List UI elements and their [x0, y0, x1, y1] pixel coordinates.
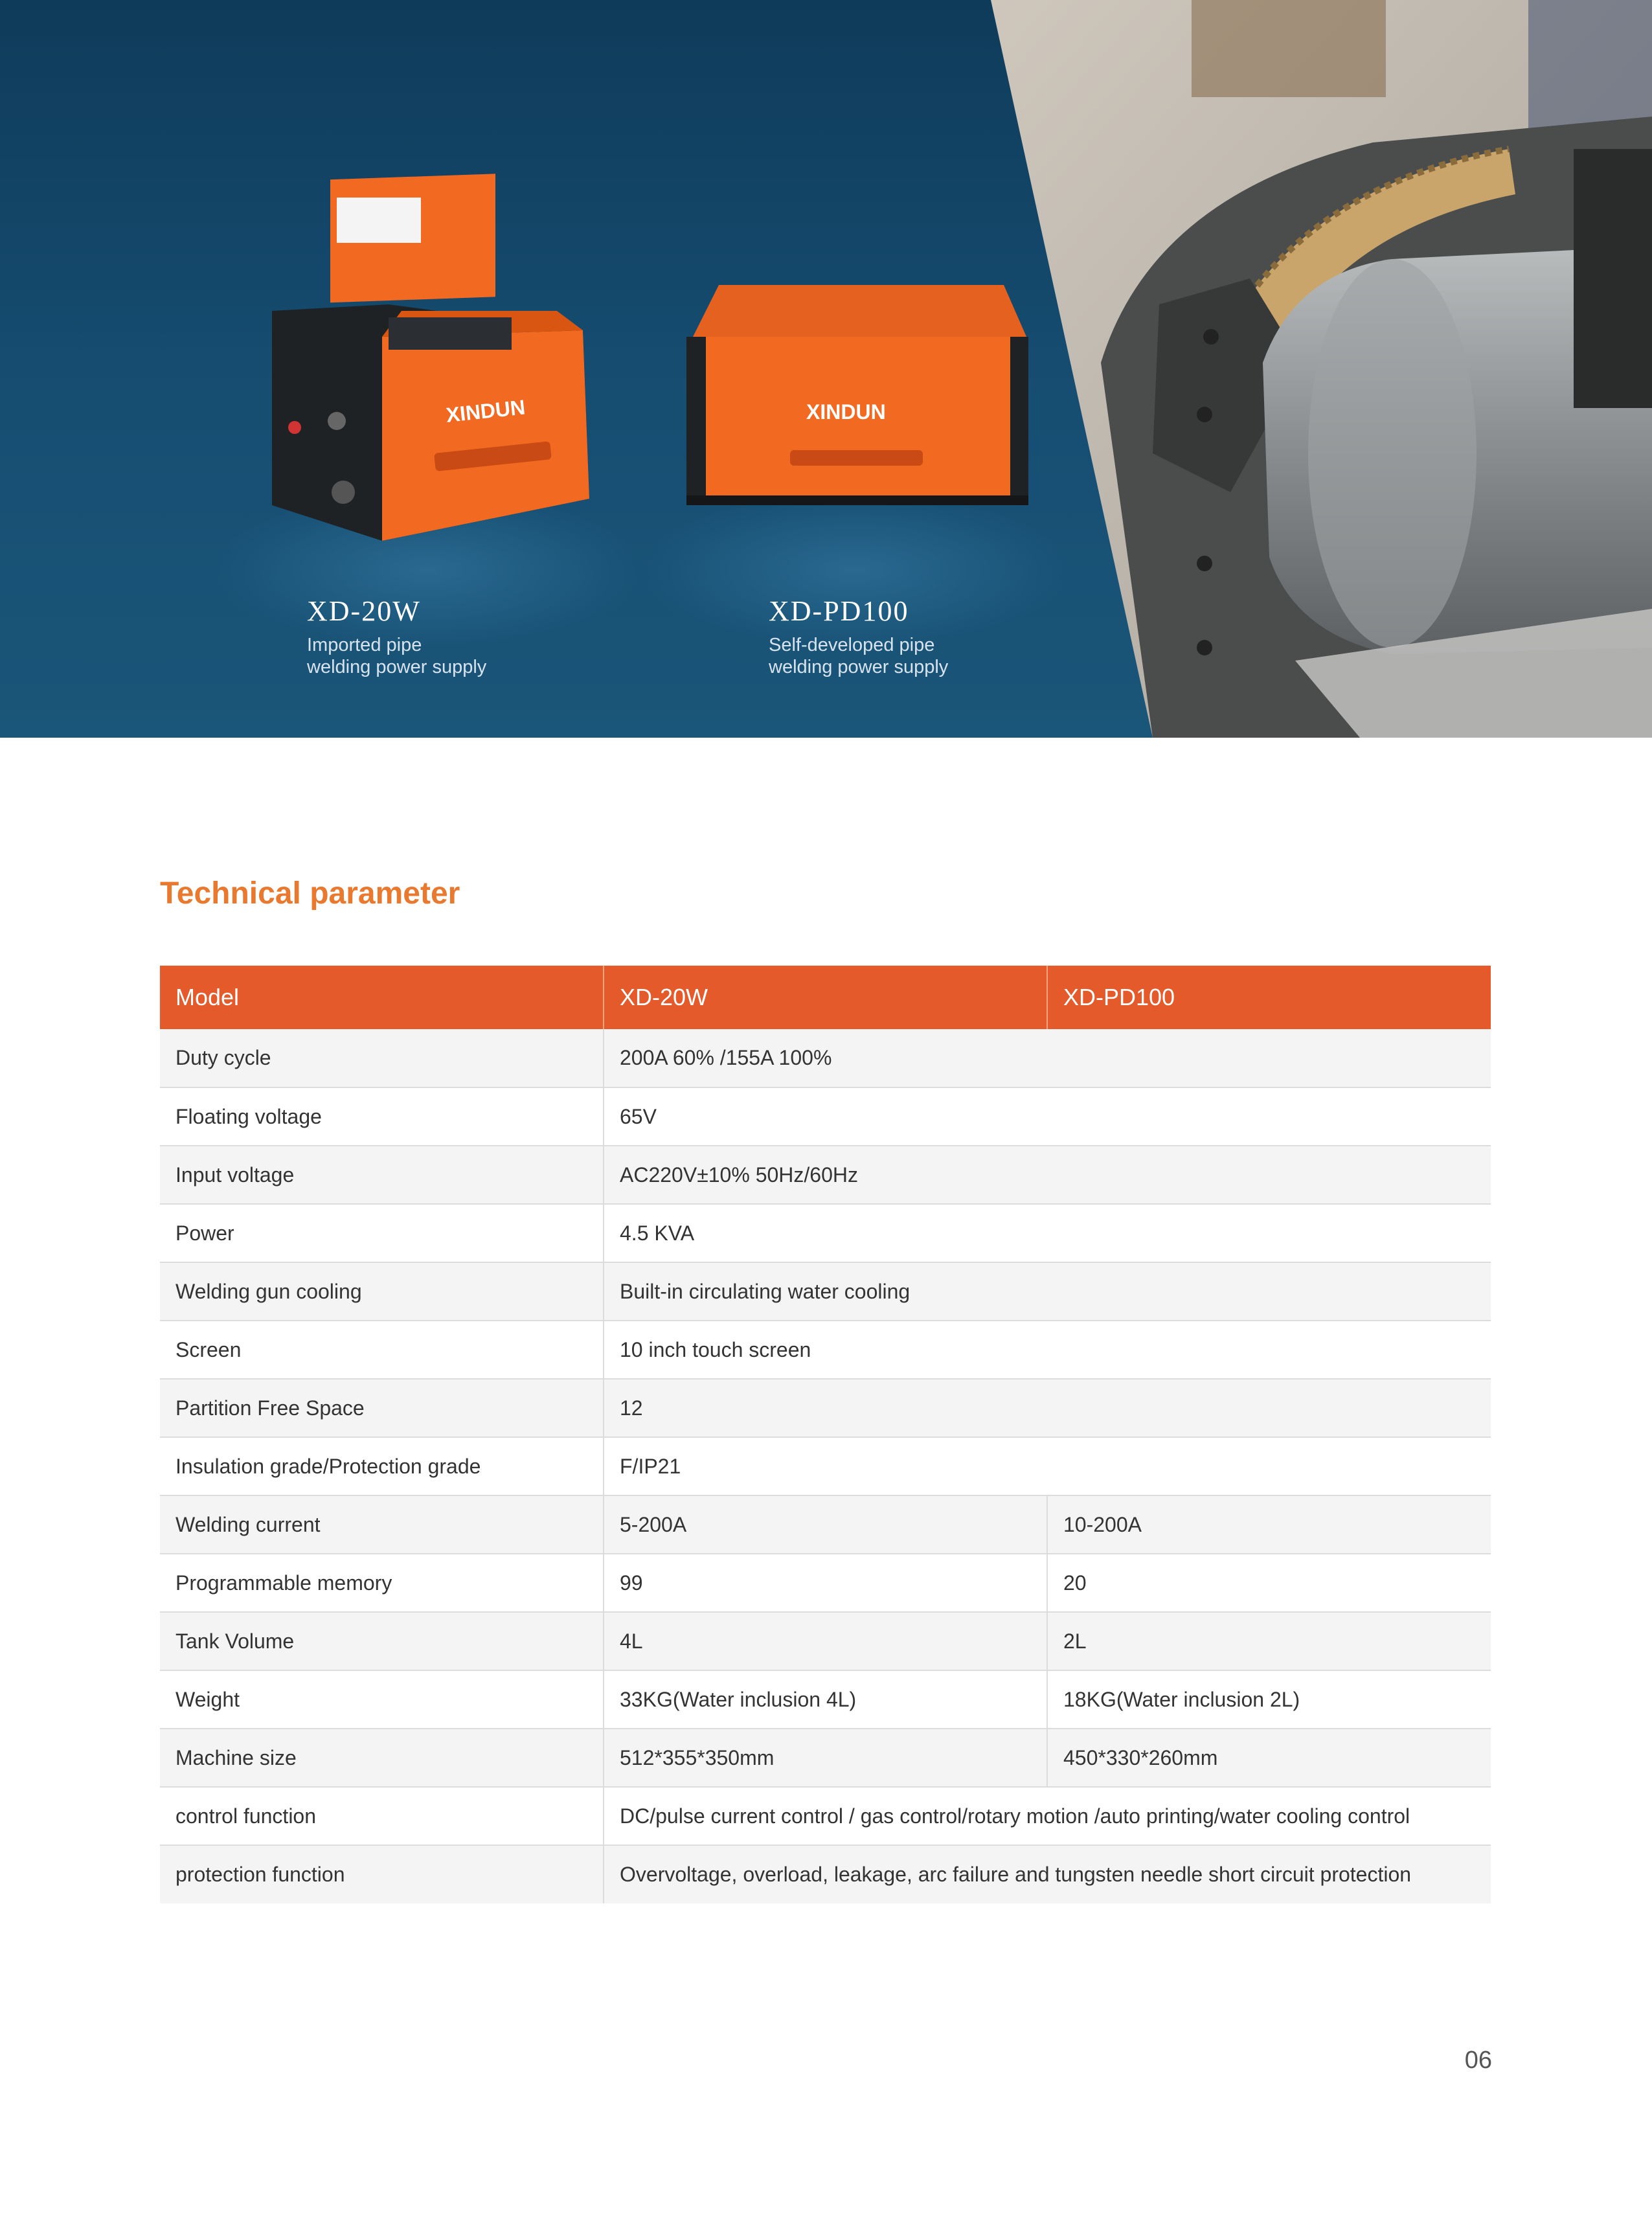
row-value-xd-pd100: 10-200A	[1047, 1495, 1491, 1554]
row-value: 200A 60% /155A 100%	[604, 1029, 1491, 1087]
row-value-xd-20w: 512*355*350mm	[604, 1729, 1047, 1787]
row-value: 65V	[604, 1087, 1491, 1146]
row-label: Welding current	[160, 1495, 604, 1554]
row-value: 12	[604, 1379, 1491, 1437]
row-label: Weight	[160, 1670, 604, 1729]
row-value: F/IP21	[604, 1437, 1491, 1495]
row-label: Screen	[160, 1321, 604, 1379]
row-value: DC/pulse current control / gas control/rotary motion /auto printing/water cooling control	[604, 1787, 1491, 1845]
row-value: Overvoltage, overload, leakage, arc failure and tungsten needle short circuit protection	[604, 1845, 1491, 1903]
header-xd-20w: XD-20W	[604, 966, 1047, 1029]
svg-text:XINDUN: XINDUN	[806, 400, 886, 424]
table-row	[160, 1554, 1491, 1612]
product-caption-xd-20w	[307, 595, 486, 678]
welding-machine-photo	[991, 0, 1652, 738]
table-row	[160, 1670, 1491, 1729]
row-value-xd-pd100: 18KG(Water inclusion 2L)	[1047, 1670, 1491, 1729]
row-label: Programmable memory	[160, 1554, 604, 1612]
row-value: AC220V±10% 50Hz/60Hz	[604, 1146, 1491, 1204]
table-row	[160, 1787, 1491, 1845]
product-name: XD-20W	[307, 595, 421, 627]
header-xd-pd100: XD-PD100	[1047, 966, 1491, 1029]
row-label: Welding gun cooling	[160, 1262, 604, 1321]
product-desc-line2: welding power supply	[307, 657, 487, 677]
xd-20w-machine-image	[272, 174, 589, 541]
row-value: Built-in circulating water cooling	[604, 1262, 1491, 1321]
product-desc-line1: Imported pipe	[307, 635, 422, 655]
header-model: Model	[160, 966, 604, 1029]
row-label: Floating voltage	[160, 1087, 604, 1146]
row-label: Input voltage	[160, 1146, 604, 1204]
table-row	[160, 1262, 1491, 1321]
row-value: 4.5 KVA	[604, 1204, 1491, 1262]
row-label: Tank Volume	[160, 1612, 604, 1670]
table-row	[160, 1845, 1491, 1903]
row-value-xd-20w: 4L	[604, 1612, 1047, 1670]
section-title: Technical parameter	[160, 876, 460, 911]
row-label: Partition Free Space	[160, 1379, 604, 1437]
table-row	[160, 1612, 1491, 1670]
product-name: XD-PD100	[769, 595, 909, 627]
row-value-xd-20w: 99	[604, 1554, 1047, 1612]
table-row	[160, 1729, 1491, 1787]
product-caption-xd-pd100	[769, 595, 948, 678]
table-row	[160, 1495, 1491, 1554]
table-row	[160, 1321, 1491, 1379]
row-label: protection function	[160, 1845, 604, 1903]
table-row	[160, 1087, 1491, 1146]
row-value-xd-20w: 33KG(Water inclusion 4L)	[604, 1670, 1047, 1729]
hero-banner	[0, 0, 1652, 738]
table-row	[160, 1379, 1491, 1437]
table-row	[160, 1146, 1491, 1204]
row-label: Machine size	[160, 1729, 604, 1787]
row-value-xd-pd100: 20	[1047, 1554, 1491, 1612]
row-label: Insulation grade/Protection grade	[160, 1437, 604, 1495]
page-number: 06	[1464, 2047, 1492, 2074]
table-header-row	[160, 966, 1491, 1029]
technical-parameter-table	[160, 966, 1491, 1903]
svg-text:XINDUN: XINDUN	[444, 395, 526, 427]
table-row	[160, 1437, 1491, 1495]
row-label: Power	[160, 1204, 604, 1262]
xd-pd100-machine-image	[686, 285, 1028, 505]
product-desc-line2: welding power supply	[769, 657, 949, 677]
product-desc-line1: Self-developed pipe	[769, 635, 935, 655]
row-value-xd-pd100: 2L	[1047, 1612, 1491, 1670]
row-value-xd-pd100: 450*330*260mm	[1047, 1729, 1491, 1787]
table-row	[160, 1204, 1491, 1262]
row-value: 10 inch touch screen	[604, 1321, 1491, 1379]
table-row	[160, 1029, 1491, 1087]
row-label: Duty cycle	[160, 1029, 604, 1087]
row-label: control function	[160, 1787, 604, 1845]
row-value-xd-20w: 5-200A	[604, 1495, 1047, 1554]
